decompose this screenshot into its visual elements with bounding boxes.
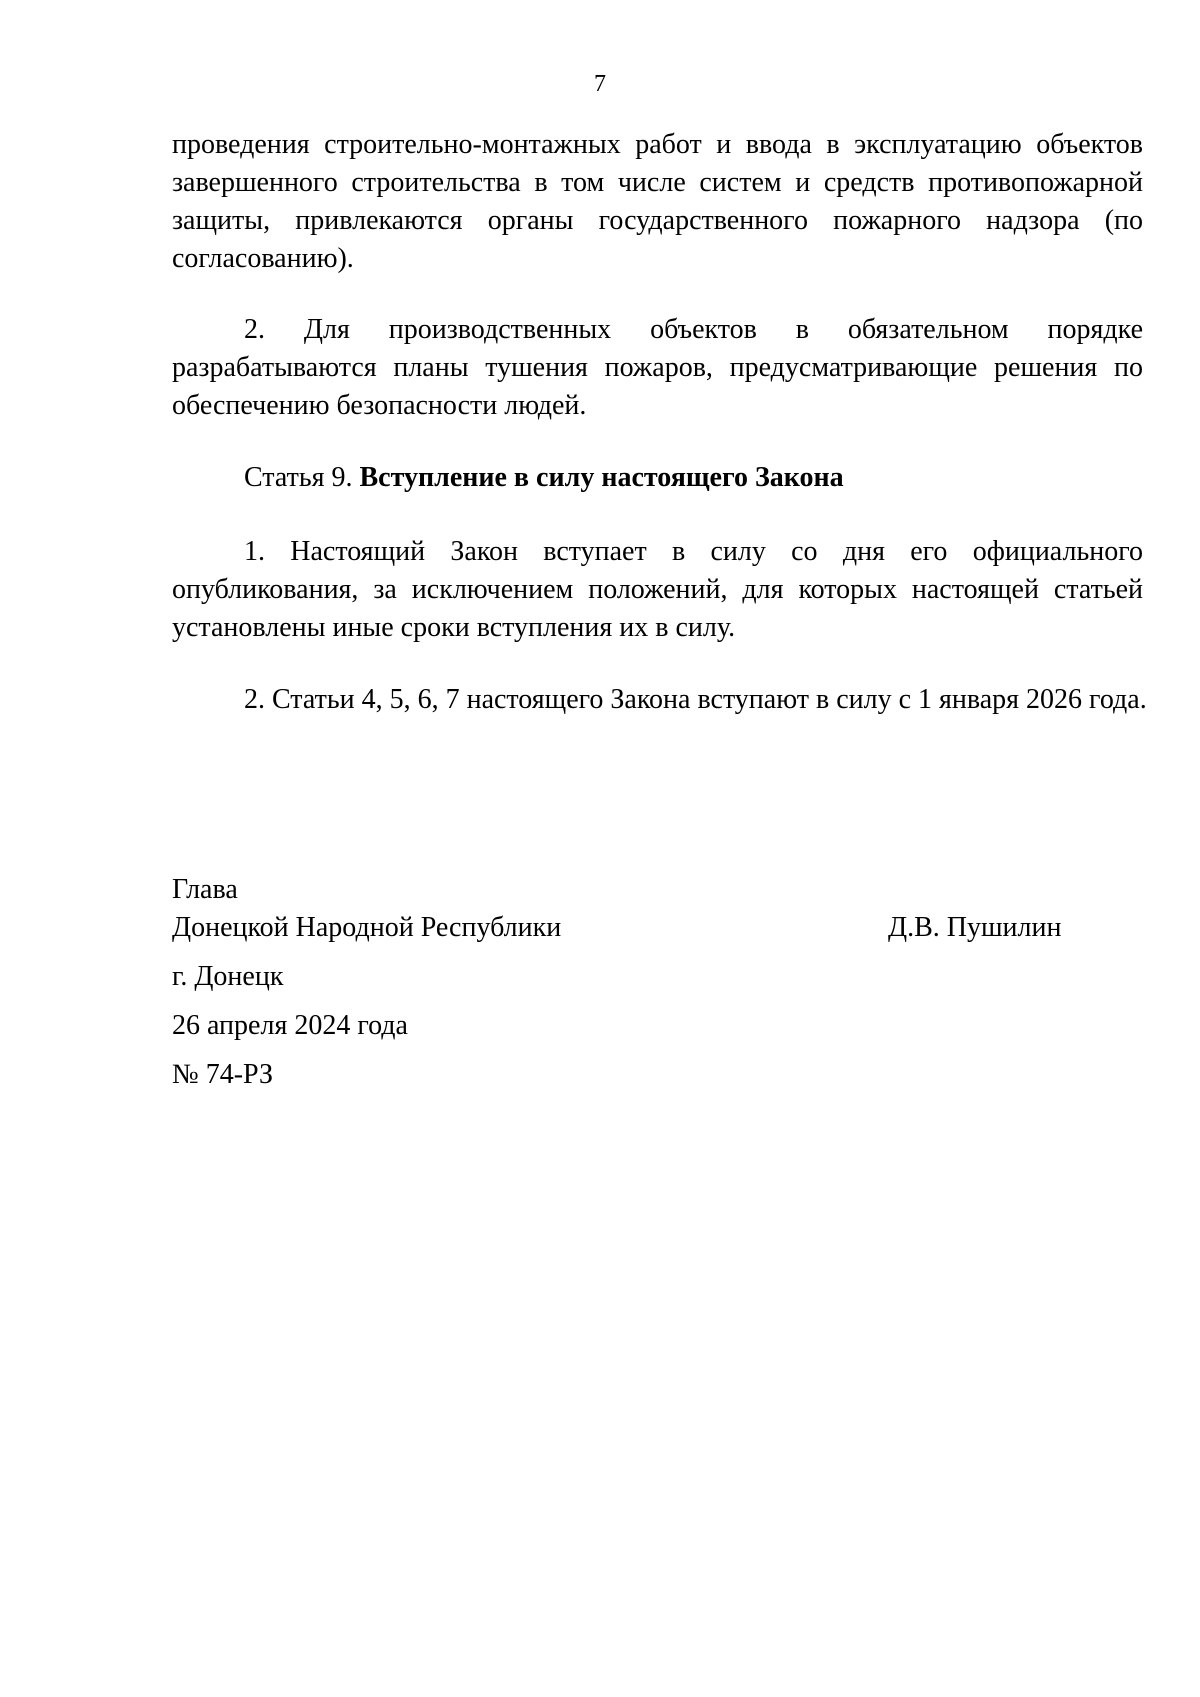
paragraph-2: 2. Для производственных объектов в обязательном порядке разрабатываются планы тушения пожаров, предусматривающие решения по обеспечению безопасности людей. bbox=[172, 314, 1143, 421]
article-9-heading bbox=[244, 459, 844, 497]
article-9-paragraph-2: 2. Статьи 4, 5, 6, 7 настоящего Закона вступают в силу с 1 января 2026 года. bbox=[244, 684, 1147, 715]
article-9-paragraph-1: 1. Настоящий Закон вступает в силу со дня его официального опубликования, за исключением положений, для которых настоящей статьей установлены иные сроки вступления их в силу. bbox=[172, 536, 1143, 643]
signature-city: г. Донецк bbox=[172, 961, 284, 992]
signature-date: 26 апреля 2024 года bbox=[172, 1010, 408, 1041]
paragraph-continuation: проведения строительно-монтажных работ и ввода в эксплуатацию объектов завершенного строительства в том числе систем и средств противопожарной защиты, привлекаются органы государственного пожарного надзора (по согласованию). bbox=[172, 129, 1143, 274]
page-number: 7 bbox=[594, 71, 606, 97]
article-9-title: Вступление в силу настоящего Закона bbox=[359, 462, 844, 493]
signature-title-line-1: Глава bbox=[172, 874, 238, 905]
article-9-label: Статья 9. bbox=[244, 462, 353, 493]
law-number: № 74-РЗ bbox=[172, 1059, 273, 1090]
signatory-name: Д.В. Пушилин bbox=[888, 912, 1062, 943]
signature-title-line-2: Донецкой Народной Республики bbox=[172, 912, 562, 943]
